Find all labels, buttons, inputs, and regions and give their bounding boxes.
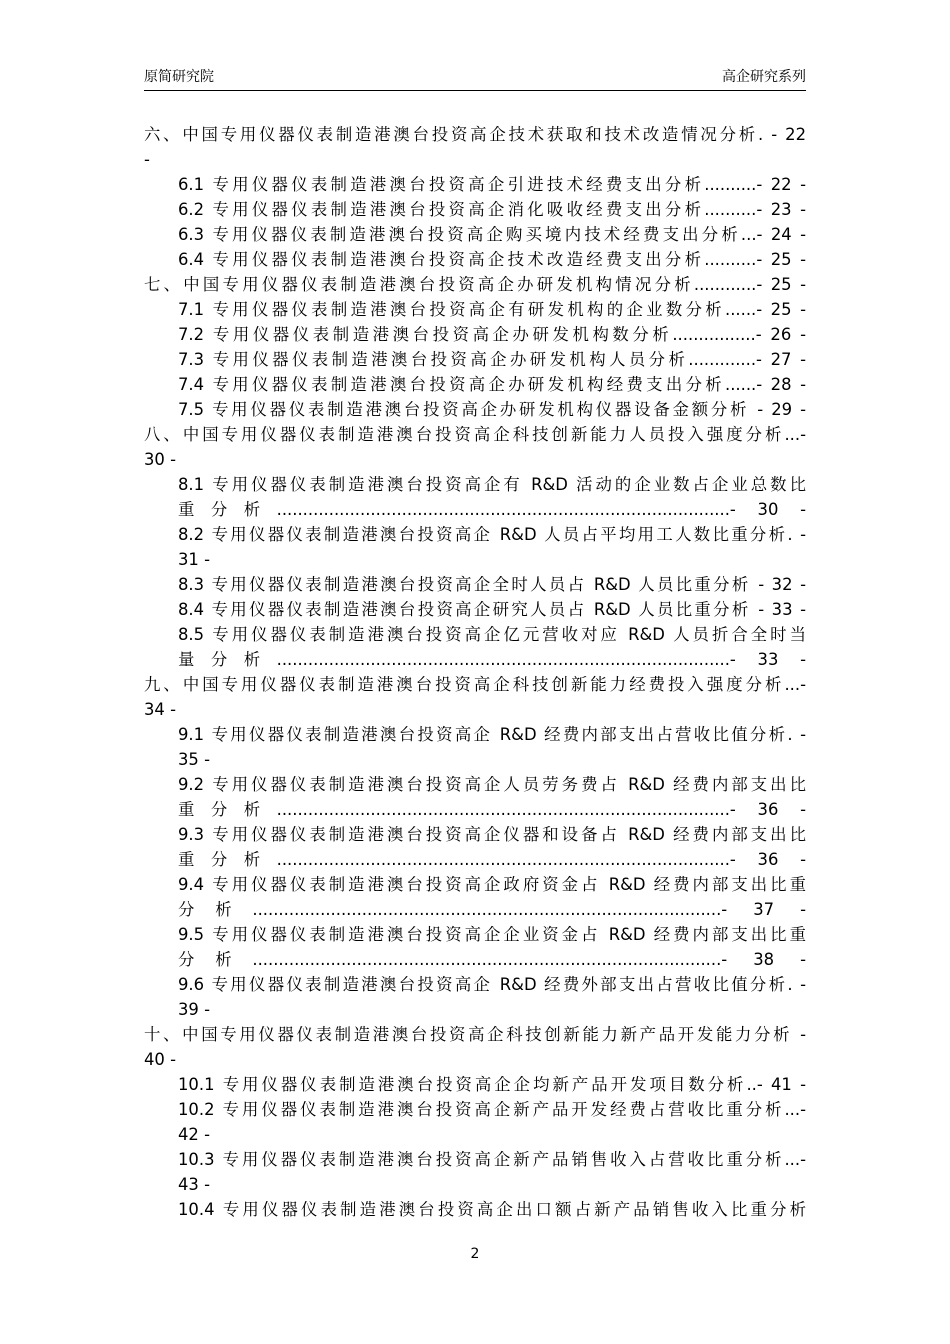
toc-section-entry[interactable] [144,822,806,872]
toc-section-entry[interactable] [144,397,806,422]
toc-entry-line: 10.4 专用仪器仪表制造港澳台投资高企出口额占新产品销售收入比重分析 [178,1200,806,1219]
toc-section-entry[interactable] [144,472,806,522]
toc-section-entry[interactable] [144,972,806,1022]
page-number: 2 [470,1246,480,1262]
toc-entry-line: 9.2 专用仪器仪表制造港澳台投资高企人员劳务费占 R&D 经费内部支出比 [178,775,806,794]
toc-section-entry[interactable] [144,1197,806,1222]
toc-entry-line: 43 - [178,1175,210,1194]
toc-chapter-entry[interactable] [144,272,806,297]
toc-entry-line: 8.3 专用仪器仪表制造港澳台投资高企全时人员占 R&D 人员比重分析 - 32 - [178,575,806,594]
table-of-contents [144,122,806,1222]
toc-entry-line: 十、中国专用仪器仪表制造港澳台投资高企科技创新能力新产品开发能力分析 - [144,1025,806,1044]
toc-entry-line: 8.5 专用仪器仪表制造港澳台投资高企亿元营收对应 R&D 人员折合全时当 [178,625,806,644]
toc-section-entry[interactable] [144,622,806,672]
toc-entry-line: 30 - [144,450,176,469]
toc-entry-line: 9.3 专用仪器仪表制造港澳台投资高企仪器和设备占 R&D 经费内部支出比 [178,825,806,844]
toc-entry-line: 8.2 专用仪器仪表制造港澳台投资高企 R&D 人员占平均用工人数比重分析. - [178,525,806,544]
toc-section-entry[interactable] [144,772,806,822]
toc-entry-line: 重分析.......................................................................................- 36 - [178,850,806,869]
toc-entry-line: 34 - [144,700,176,719]
toc-chapter-entry[interactable] [144,422,806,472]
toc-entry-line: 分析..........................................................................................- 37 - [178,900,806,919]
header-series-name: 高企研究系列 [722,69,806,85]
toc-section-entry[interactable] [144,322,806,347]
toc-entry-line: 七、中国专用仪器仪表制造港澳台投资高企办研发机构情况分析............- 25 - [144,275,806,294]
toc-entry-line: 7.5 专用仪器仪表制造港澳台投资高企办研发机构仪器设备金额分析 - 29 - [178,400,806,419]
toc-entry-line: 40 - [144,1050,176,1069]
toc-section-entry[interactable] [144,222,806,247]
toc-entry-line: 8.4 专用仪器仪表制造港澳台投资高企研究人员占 R&D 人员比重分析 - 33 - [178,600,806,619]
toc-entry-line: 31 - [178,550,210,569]
toc-entry-line: 10.3 专用仪器仪表制造港澳台投资高企新产品销售收入占营收比重分析...- [178,1150,806,1169]
toc-entry-line: 9.6 专用仪器仪表制造港澳台投资高企 R&D 经费外部支出占营收比值分析. - [178,975,806,994]
toc-section-entry[interactable] [144,922,806,972]
toc-entry-line: 6.4 专用仪器仪表制造港澳台投资高企技术改造经费支出分析..........- 25 - [178,250,806,269]
toc-entry-line: 9.4 专用仪器仪表制造港澳台投资高企政府资金占 R&D 经费内部支出比重 [178,875,806,894]
toc-section-entry[interactable] [144,172,806,197]
toc-section-entry[interactable] [144,522,806,572]
toc-entry-line: 10.2 专用仪器仪表制造港澳台投资高企新产品开发经费占营收比重分析...- [178,1100,806,1119]
toc-chapter-entry[interactable] [144,1022,806,1072]
toc-section-entry[interactable] [144,247,806,272]
header-org-name: 原简研究院 [144,69,214,85]
toc-section-entry[interactable] [144,1147,806,1197]
toc-section-entry[interactable] [144,722,806,772]
toc-section-entry[interactable] [144,197,806,222]
toc-chapter-entry[interactable] [144,122,806,172]
toc-section-entry[interactable] [144,372,806,397]
toc-entry-line: 42 - [178,1125,210,1144]
toc-entry-line: 7.2 专用仪器仪表制造港澳台投资高企办研发机构数分析................- 26 - [178,325,806,344]
toc-entry-line: 八、中国专用仪器仪表制造港澳台投资高企科技创新能力人员投入强度分析...- [144,425,806,444]
toc-entry-line: 重分析.......................................................................................- 30 - [178,500,806,519]
toc-entry-line: 39 - [178,1000,210,1019]
toc-entry-line: 7.3 专用仪器仪表制造港澳台投资高企办研发机构人员分析.............- 27 - [178,350,806,369]
toc-section-entry[interactable] [144,297,806,322]
page-header [144,66,806,91]
toc-entry-line: 8.1 专用仪器仪表制造港澳台投资高企有 R&D 活动的企业数占企业总数比 [178,475,806,494]
toc-entry-line: 九、中国专用仪器仪表制造港澳台投资高企科技创新能力经费投入强度分析...- [144,675,806,694]
toc-entry-line: 9.5 专用仪器仪表制造港澳台投资高企企业资金占 R&D 经费内部支出比重 [178,925,806,944]
toc-entry-line: 六、中国专用仪器仪表制造港澳台投资高企技术获取和技术改造情况分析. - 22 [144,125,806,144]
toc-entry-line: 分析..........................................................................................- 38 - [178,950,806,969]
toc-section-entry[interactable] [144,872,806,922]
toc-entry-line: 6.1 专用仪器仪表制造港澳台投资高企引进技术经费支出分析..........- 22 - [178,175,806,194]
toc-chapter-entry[interactable] [144,672,806,722]
toc-section-entry[interactable] [144,1097,806,1147]
toc-entry-line: 7.4 专用仪器仪表制造港澳台投资高企办研发机构经费支出分析......- 28 - [178,375,806,394]
toc-entry-line: 35 - [178,750,210,769]
toc-entry-line: - [144,150,150,169]
toc-section-entry[interactable] [144,597,806,622]
toc-entry-line: 量分析.......................................................................................- 33 - [178,650,806,669]
toc-entry-line: 9.1 专用仪器仪表制造港澳台投资高企 R&D 经费内部支出占营收比值分析. - [178,725,806,744]
toc-entry-line: 6.2 专用仪器仪表制造港澳台投资高企消化吸收经费支出分析..........- 23 - [178,200,806,219]
toc-section-entry[interactable] [144,1072,806,1097]
toc-entry-line: 10.1 专用仪器仪表制造港澳台投资高企企均新产品开发项目数分析..- 41 - [178,1075,806,1094]
toc-entry-line: 6.3 专用仪器仪表制造港澳台投资高企购买境内技术经费支出分析...- 24 - [178,225,806,244]
toc-entry-line: 重分析.......................................................................................- 36 - [178,800,806,819]
toc-entry-line: 7.1 专用仪器仪表制造港澳台投资高企有研发机构的企业数分析......- 25 - [178,300,806,319]
toc-section-entry[interactable] [144,347,806,372]
toc-section-entry[interactable] [144,572,806,597]
